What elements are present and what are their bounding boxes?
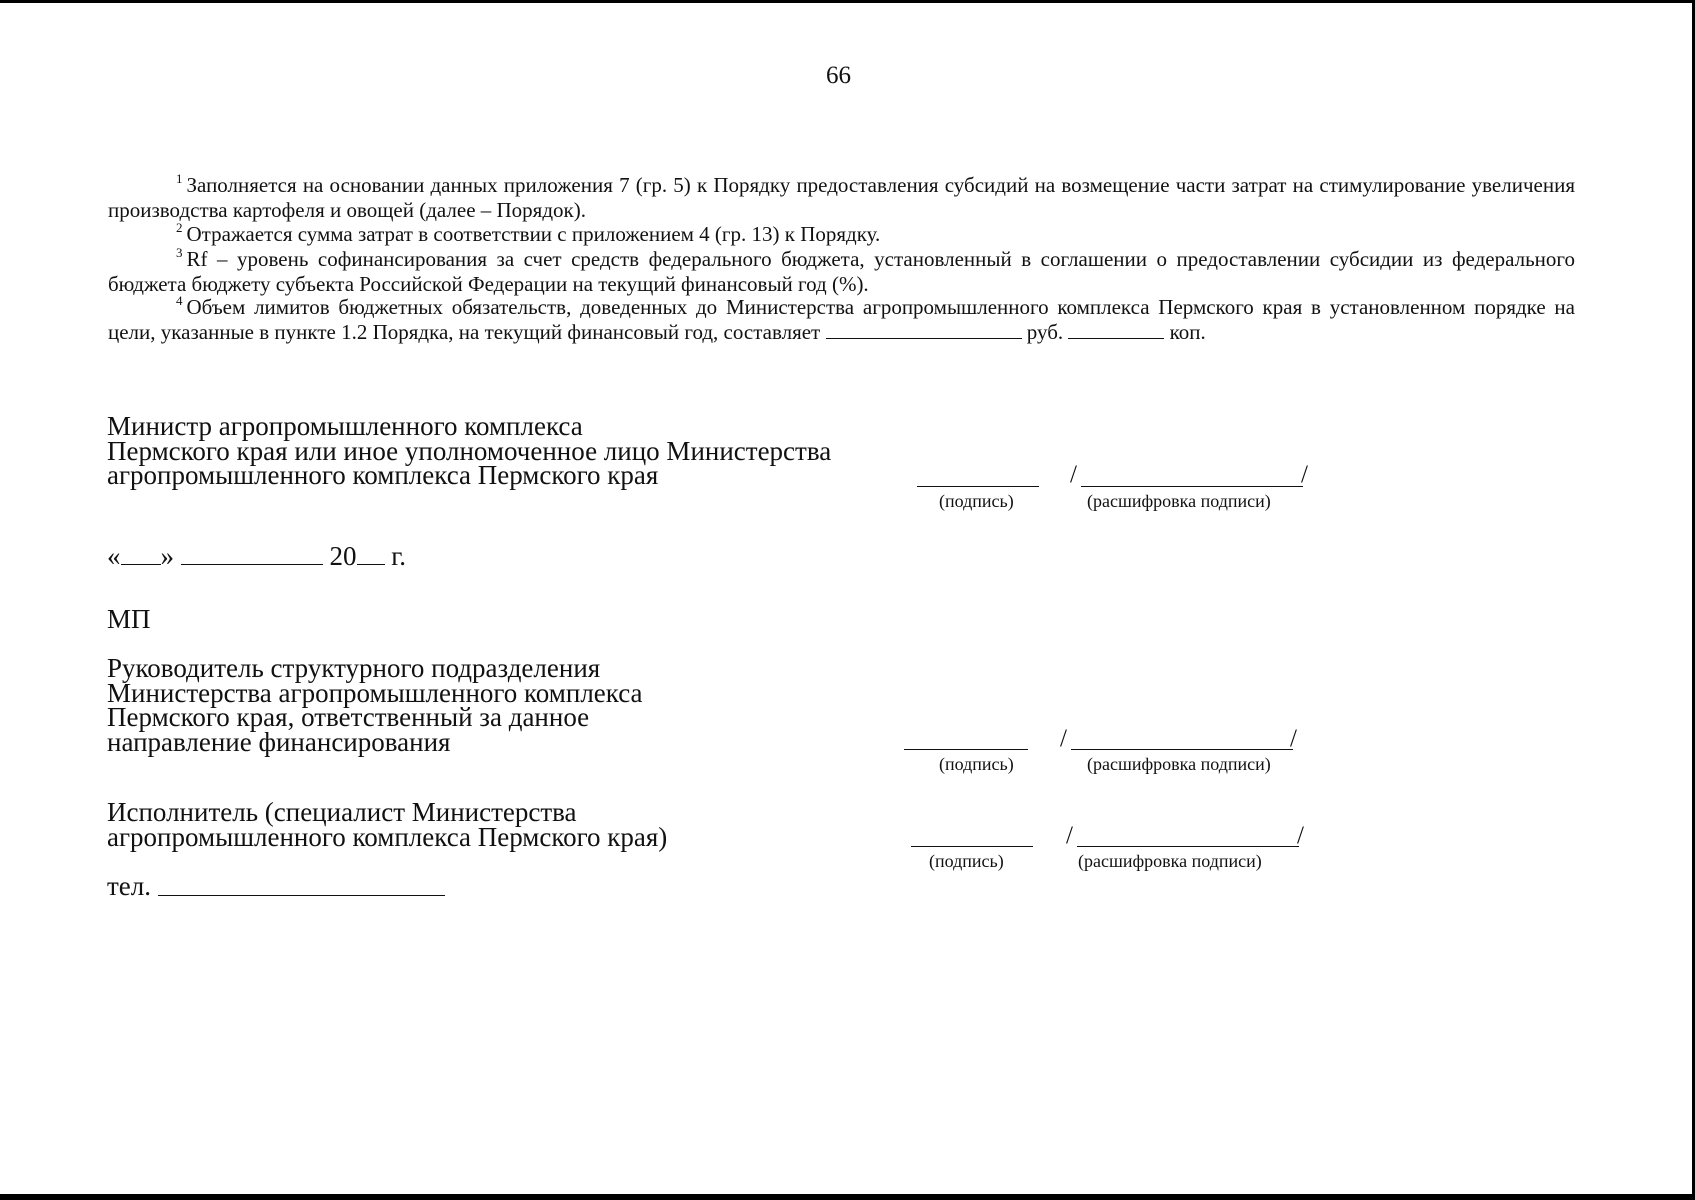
page-number: 66 — [826, 62, 851, 89]
decode-slash-left: / — [1060, 725, 1067, 752]
date-close-quote: » — [160, 541, 174, 571]
footnote-marker: 4 — [176, 293, 183, 308]
decode-slash-right: / — [1301, 461, 1308, 488]
phone-line[interactable] — [158, 895, 445, 896]
signature-line[interactable] — [917, 486, 1039, 487]
decode-slash-left: / — [1066, 822, 1073, 849]
footnote-marker: 2 — [176, 220, 183, 235]
signatory-line: Министерства агропромышленного комплекса — [107, 677, 643, 708]
stamp-label: МП — [107, 604, 151, 634]
footnote-text: Rf – уровень софинансирования за счет средств федерального бюджета, установленный в соглашении о предоставлении субсидии из федерального бюджета бюджету субъекта Российской Федерации на текущий финансовый год (%). — [108, 247, 1575, 296]
signatory-line: Министр агропромышленного комплекса — [107, 411, 583, 441]
footnote-marker: 1 — [176, 171, 183, 186]
amount-kop-blank[interactable] — [1068, 320, 1164, 339]
footnote-3 — [108, 247, 1575, 296]
signature-caption: (подпись) — [929, 851, 1004, 871]
signatory-line: Исполнитель (специалист Министерства — [107, 797, 577, 827]
year-blank[interactable] — [357, 542, 385, 565]
rub-label: руб. — [1026, 319, 1064, 344]
signature-caption: (подпись) — [939, 754, 1014, 774]
department-head-signatory — [107, 653, 643, 757]
year-suffix: г. — [391, 541, 407, 571]
footnote-4 — [108, 295, 1575, 344]
signatory-line: агропромышленного комплекса Пермского края) — [107, 821, 668, 852]
footnote-text: Отражается сумма затрат в соответствии с приложением 4 (гр. 13) к Порядку. — [186, 222, 881, 246]
decode-slash-right: / — [1297, 822, 1304, 849]
date-open-quote: « — [107, 541, 121, 571]
footnote-text: Объем лимитов бюджетных обязательств, доведенных до Министерства агропромышленного комплекса Пермского края в установленном порядке на цели, указанные в пункте 1.2 Порядка, на текущий финансовый год, составляет — [108, 295, 1575, 344]
signatory-line: Пермского края, ответственный за данное — [107, 702, 590, 732]
signature-decode-caption: (расшифровка подписи) — [1078, 851, 1262, 871]
footnote-2 — [108, 222, 1575, 247]
signature-decode-caption: (расшифровка подписи) — [1087, 754, 1271, 774]
signature-decode-line[interactable] — [1077, 846, 1299, 847]
footnote-1 — [108, 173, 1575, 222]
footnote-marker: 3 — [176, 245, 183, 260]
signatory-line: Руководитель структурного подразделения — [107, 653, 601, 683]
footnote-text: Заполняется на основании данных приложения 7 (гр. 5) к Порядку предоставления субсидий на возмещение части затрат на стимулирование увеличения производства картофеля и овощей (далее – Порядок). — [108, 173, 1575, 222]
signature-decode-line[interactable] — [1071, 749, 1293, 750]
kop-label: коп. — [1169, 319, 1206, 344]
signature-caption: (подпись) — [939, 491, 1014, 511]
signature-line[interactable] — [911, 846, 1033, 847]
executor-signatory — [107, 797, 668, 852]
signatory-line: направление финансирования — [107, 726, 451, 757]
month-blank[interactable] — [181, 542, 323, 565]
signature-decode-line[interactable] — [1081, 486, 1303, 487]
year-prefix: 20 — [329, 541, 357, 571]
decode-slash-right: / — [1290, 725, 1297, 752]
signature-decode-caption: (расшифровка подписи) — [1087, 491, 1271, 511]
signatory-line: Пермского края или иное уполномоченное лицо Министерства — [107, 435, 832, 466]
signatory-line: агропромышленного комплекса Пермского края — [107, 460, 659, 490]
day-blank[interactable] — [121, 542, 161, 565]
date-line — [107, 541, 406, 571]
signature-line[interactable] — [904, 749, 1028, 750]
amount-rub-blank[interactable] — [826, 320, 1022, 339]
minister-signatory — [107, 411, 832, 490]
decode-slash-left: / — [1070, 461, 1077, 488]
phone-label: тел. — [107, 871, 152, 901]
